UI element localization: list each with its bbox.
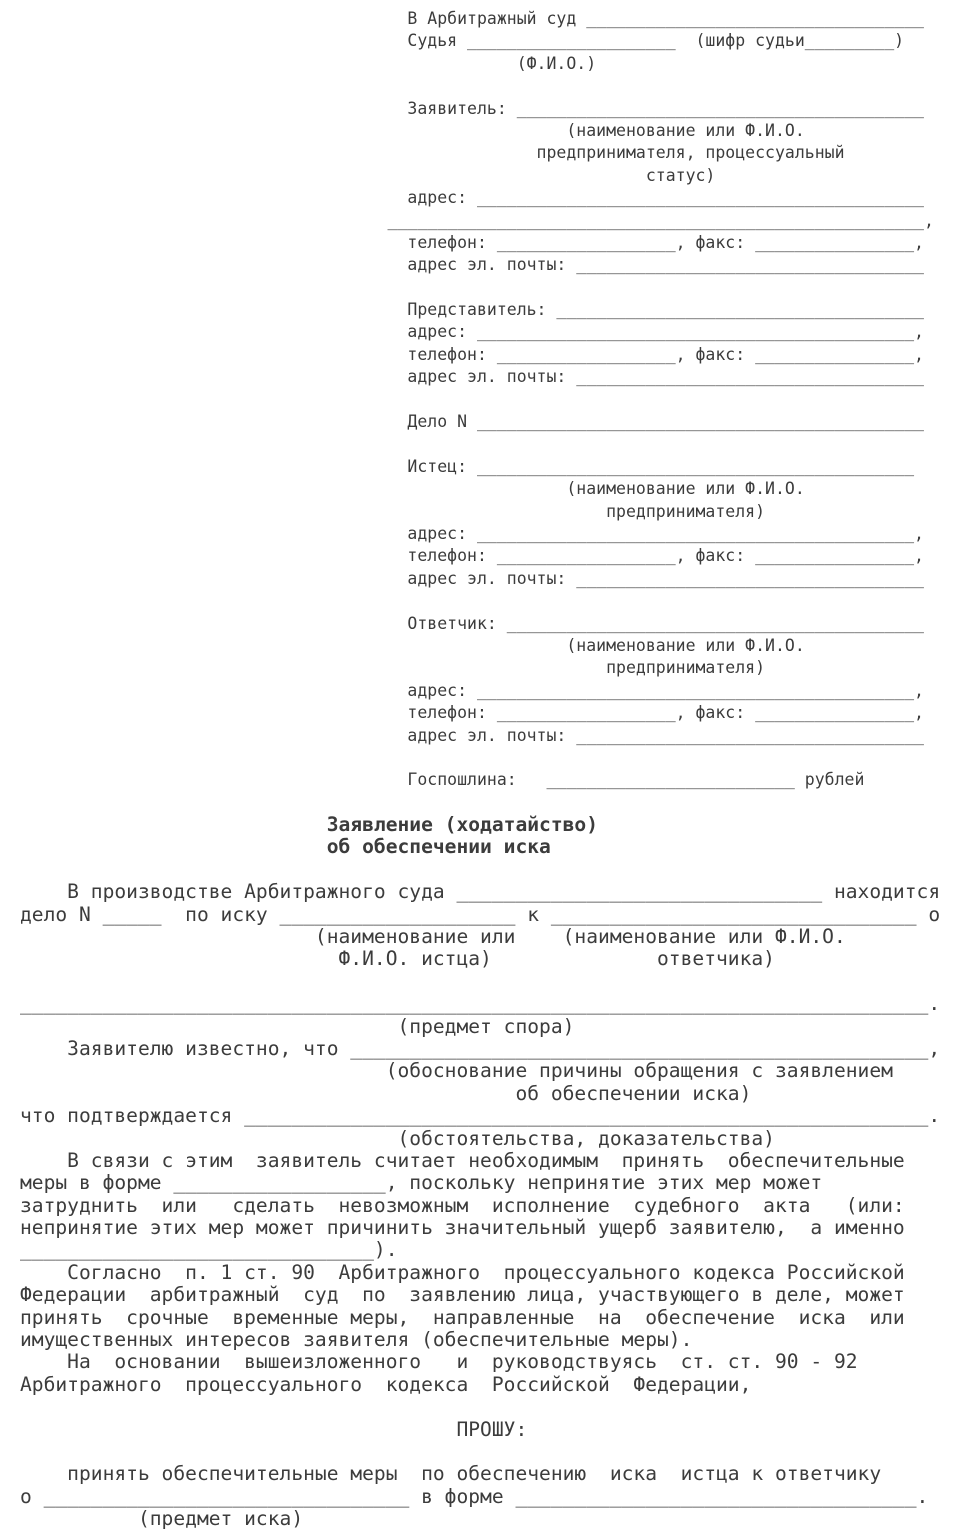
header-line: Ответчик: __________________________________________ [20, 613, 924, 633]
header-line: Истец: ____________________________________________ [20, 456, 915, 476]
header-line: Госпошлина: _________________________ рублей [20, 770, 865, 790]
body-line: принять срочные временные меры, направленные на обеспечение иска или [20, 1305, 905, 1329]
body-line: непринятие этих мер может причинить значительный ущерб заявителю, а именно [20, 1216, 905, 1240]
body-line: Заявителю известно, что _________________________________________________, [20, 1036, 941, 1060]
body-line [20, 1396, 961, 1418]
header-line: адрес: ____________________________________________, [20, 523, 924, 543]
header-line [20, 75, 961, 97]
header-line [20, 792, 961, 814]
body-line: Арбитражного процессуального кодекса Российской Федерации, [20, 1372, 752, 1396]
body-line: (предмет спора) [20, 1014, 575, 1038]
header-line: Представитель: _____________________________________ [20, 300, 924, 320]
header-line: телефон: __________________, факс: ________________, [20, 232, 924, 252]
body-line: об обеспечении иска) [20, 1081, 752, 1105]
header-line: адрес: _____________________________________________ [20, 188, 924, 208]
body-line [20, 1441, 961, 1463]
body-line: Федерации арбитражный суд по заявлению лица, участвующего в деле, может [20, 1283, 905, 1307]
body-line: (обстоятельства, доказательства) [20, 1126, 775, 1150]
header-line: телефон: __________________, факс: ________________, [20, 546, 924, 566]
body-line: меры в форме __________________, поскольку непринятие этих мер может [20, 1171, 823, 1195]
body-line: дело N _____ по иску ____________________ к _______________________________ о [20, 902, 941, 926]
header-line: адрес эл. почты: ___________________________________ [20, 255, 924, 275]
header-line: Судья _____________________ (шифр судьи_________) [20, 31, 905, 51]
document-title [20, 814, 961, 859]
document-title-line: Заявление (ходатайство) [20, 813, 599, 837]
header-line: (наименование или Ф.И.О. [20, 479, 805, 499]
header-line: статус) [20, 165, 716, 185]
body-line: ______________________________). [20, 1238, 398, 1262]
header-line: предпринимателя, процессуальный [20, 143, 845, 163]
body-line: что подтверждается __________________________________________________________. [20, 1104, 941, 1128]
body-line: (предмет иска) [20, 1507, 304, 1531]
header-line: телефон: __________________, факс: ________________, [20, 344, 924, 364]
header-line: (наименование или Ф.И.О. [20, 635, 805, 655]
header-line: предпринимателя) [20, 501, 766, 521]
body-line: _____________________________________________________________________________. [20, 992, 941, 1016]
body-line: Ф.И.О. истца) ответчика) [20, 947, 775, 971]
header-line: адрес эл. почты: ___________________________________ [20, 568, 924, 588]
body-line: В связи с этим заявитель считает необходимым принять обеспечительные [20, 1148, 905, 1172]
body-line: На основании вышеизложенного и руководствуясь ст. ст. 90 - 92 [20, 1350, 858, 1374]
body-line: (обоснование причины обращения с заявлением [20, 1059, 893, 1083]
header-line [20, 747, 961, 769]
document-title-line: об обеспечении иска [20, 835, 551, 859]
body-line: В производстве Арбитражного суда _______________________________ находится [20, 880, 941, 904]
document-body [20, 859, 961, 1531]
header-line: В Арбитражный суд __________________________________ [20, 9, 924, 28]
body-line: имущественных интересов заявителя (обеспечительные меры). [20, 1328, 693, 1352]
header-line: (Ф.И.О.) [20, 53, 597, 73]
header-line [20, 590, 961, 612]
body-line: ПРОШУ: [20, 1417, 528, 1441]
header-line: адрес: ____________________________________________, [20, 680, 924, 700]
header-line: ______________________________________________________, [20, 210, 934, 230]
header-line: (наименование или Ф.И.О. [20, 120, 805, 140]
body-line: о _______________________________ в форме __________________________________. [20, 1484, 929, 1508]
header-line: предпринимателя) [20, 658, 766, 678]
body-line: Согласно п. 1 ст. 90 Арбитражного процессуального кодекса Российской [20, 1260, 905, 1284]
body-line [20, 971, 961, 993]
body-line: принять обеспечительные меры по обеспечению иска истца к ответчику [20, 1462, 882, 1486]
header-line: Заявитель: _________________________________________ [20, 98, 924, 118]
body-line: затруднить или сделать невозможным исполнение судебного акта (или: [20, 1193, 905, 1217]
header-line: адрес эл. почты: ___________________________________ [20, 367, 924, 387]
body-line [20, 859, 961, 881]
header-line: телефон: __________________, факс: ________________, [20, 703, 924, 723]
header-line [20, 433, 961, 455]
body-line: (наименование или (наименование или Ф.И.О. [20, 925, 846, 949]
header-line: адрес: ____________________________________________, [20, 322, 924, 342]
header-line [20, 277, 961, 299]
court-header-block [20, 8, 961, 814]
header-line [20, 389, 961, 411]
header-line: Дело N _____________________________________________ [20, 412, 924, 432]
header-line: адрес эл. почты: ___________________________________ [20, 725, 924, 745]
